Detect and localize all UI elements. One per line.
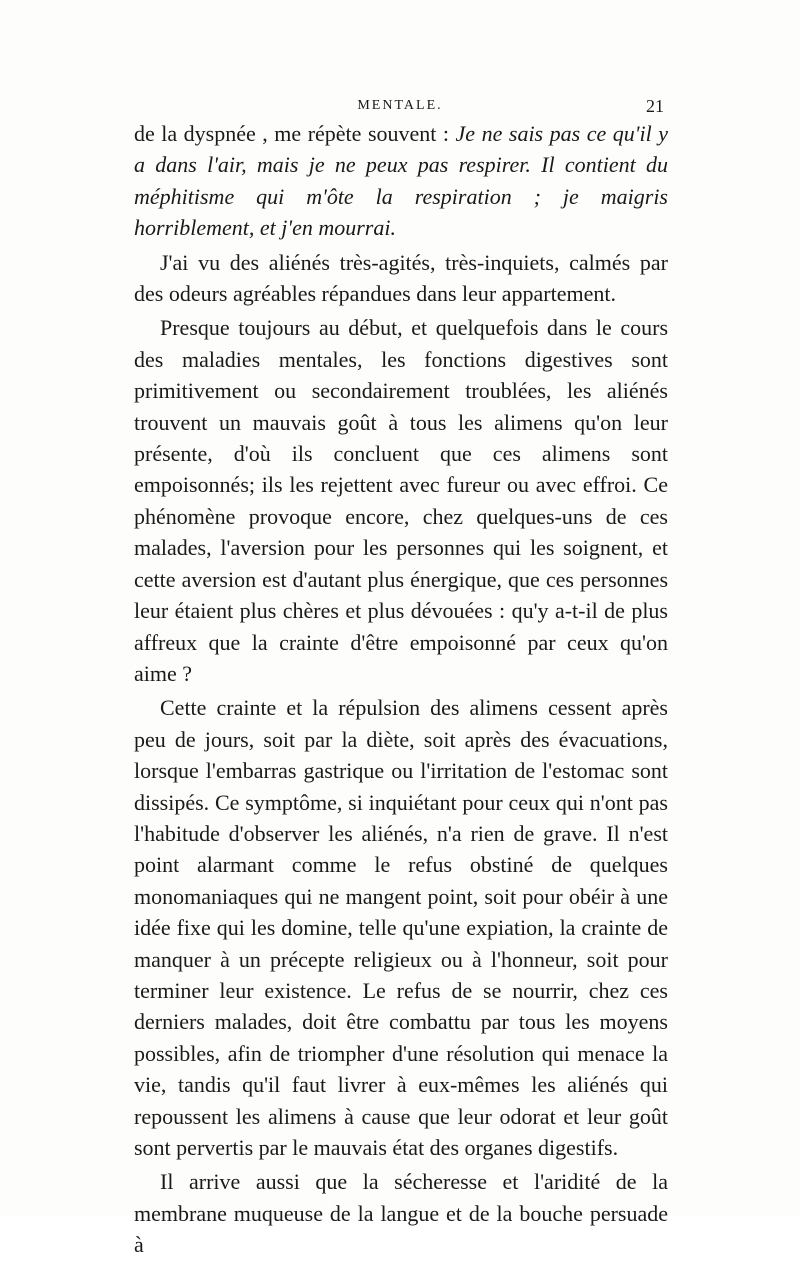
running-header — [136, 98, 664, 120]
paragraph: Presque toujours au début, et quelquefois dans le cours des maladies mentales, les fonctions digestives sont primitivement ou secondairement troublées, les aliénés trouvent un mauvais goût à tous les alimens qu'on leur présente, d'où ils concluent que ces alimens sont empoisonnés; ils les rejettent avec fureur ou avec effroi. Ce phénomène provoque encore, chez quelques-uns de ces malades, l'aversion pour les personnes qui les soignent, et cette aversion est d'autant plus énergique, que ces personnes leur étaient plus chères et plus dévouées : qu'y a-t-il de plus affreux que la crainte d'être empoisonné par ceux qu'on aime ? — [134, 315, 668, 686]
running-title: MENTALE. — [357, 98, 443, 113]
paragraph-lead-text: de la dyspnée , me répète souvent : — [134, 121, 456, 146]
body-text — [134, 118, 668, 1261]
paragraph-continued — [134, 118, 668, 244]
page-number: 21 — [646, 96, 664, 116]
italic-quotation: Je ne sais pas ce qu'il y a dans l'air, mais je ne peux pas respirer. Il contient du méphitisme qui m'ôte la respiration ; je maigris horriblement, et j'en mourrai. — [134, 121, 668, 241]
paragraph: J'ai vu des aliénés très-agités, très-inquiets, calmés par des odeurs agréables répandues dans leur appartement. — [134, 249, 668, 307]
paragraph: Il arrive aussi que la sécheresse et l'aridité de la membrane muqueuse de la langue et de la bouche persuade à — [134, 1169, 668, 1258]
paragraph: Cette crainte et la répulsion des alimens cessent après peu de jours, soit par la diète, soit après des évacuations, lorsque l'embarras gastrique ou l'irritation de l'estomac sont dissipés. Ce symptôme, si inquiétant pour ceux qui n'ont pas l'habitude d'observer les aliénés, n'a rien de grave. Il n'est point alarmant comme le refus obstiné de quelques monomaniaques qui ne mangent point, soit pour obéir à une idée fixe qui les domine, telle qu'une expiation, la crainte de manquer à un précepte religieux ou à l'honneur, soit pour terminer leur existence. Le refus de se nourrir, chez ces derniers malades, doit être combattu par tous les moyens possibles, afin de triompher d'une résolution qui menace la vie, tandis qu'il faut livrer à eux-mêmes les aliénés qui repoussent les alimens à cause que leur odorat et leur goût sont pervertis par le mauvais état des organes digestifs. — [134, 695, 668, 1160]
